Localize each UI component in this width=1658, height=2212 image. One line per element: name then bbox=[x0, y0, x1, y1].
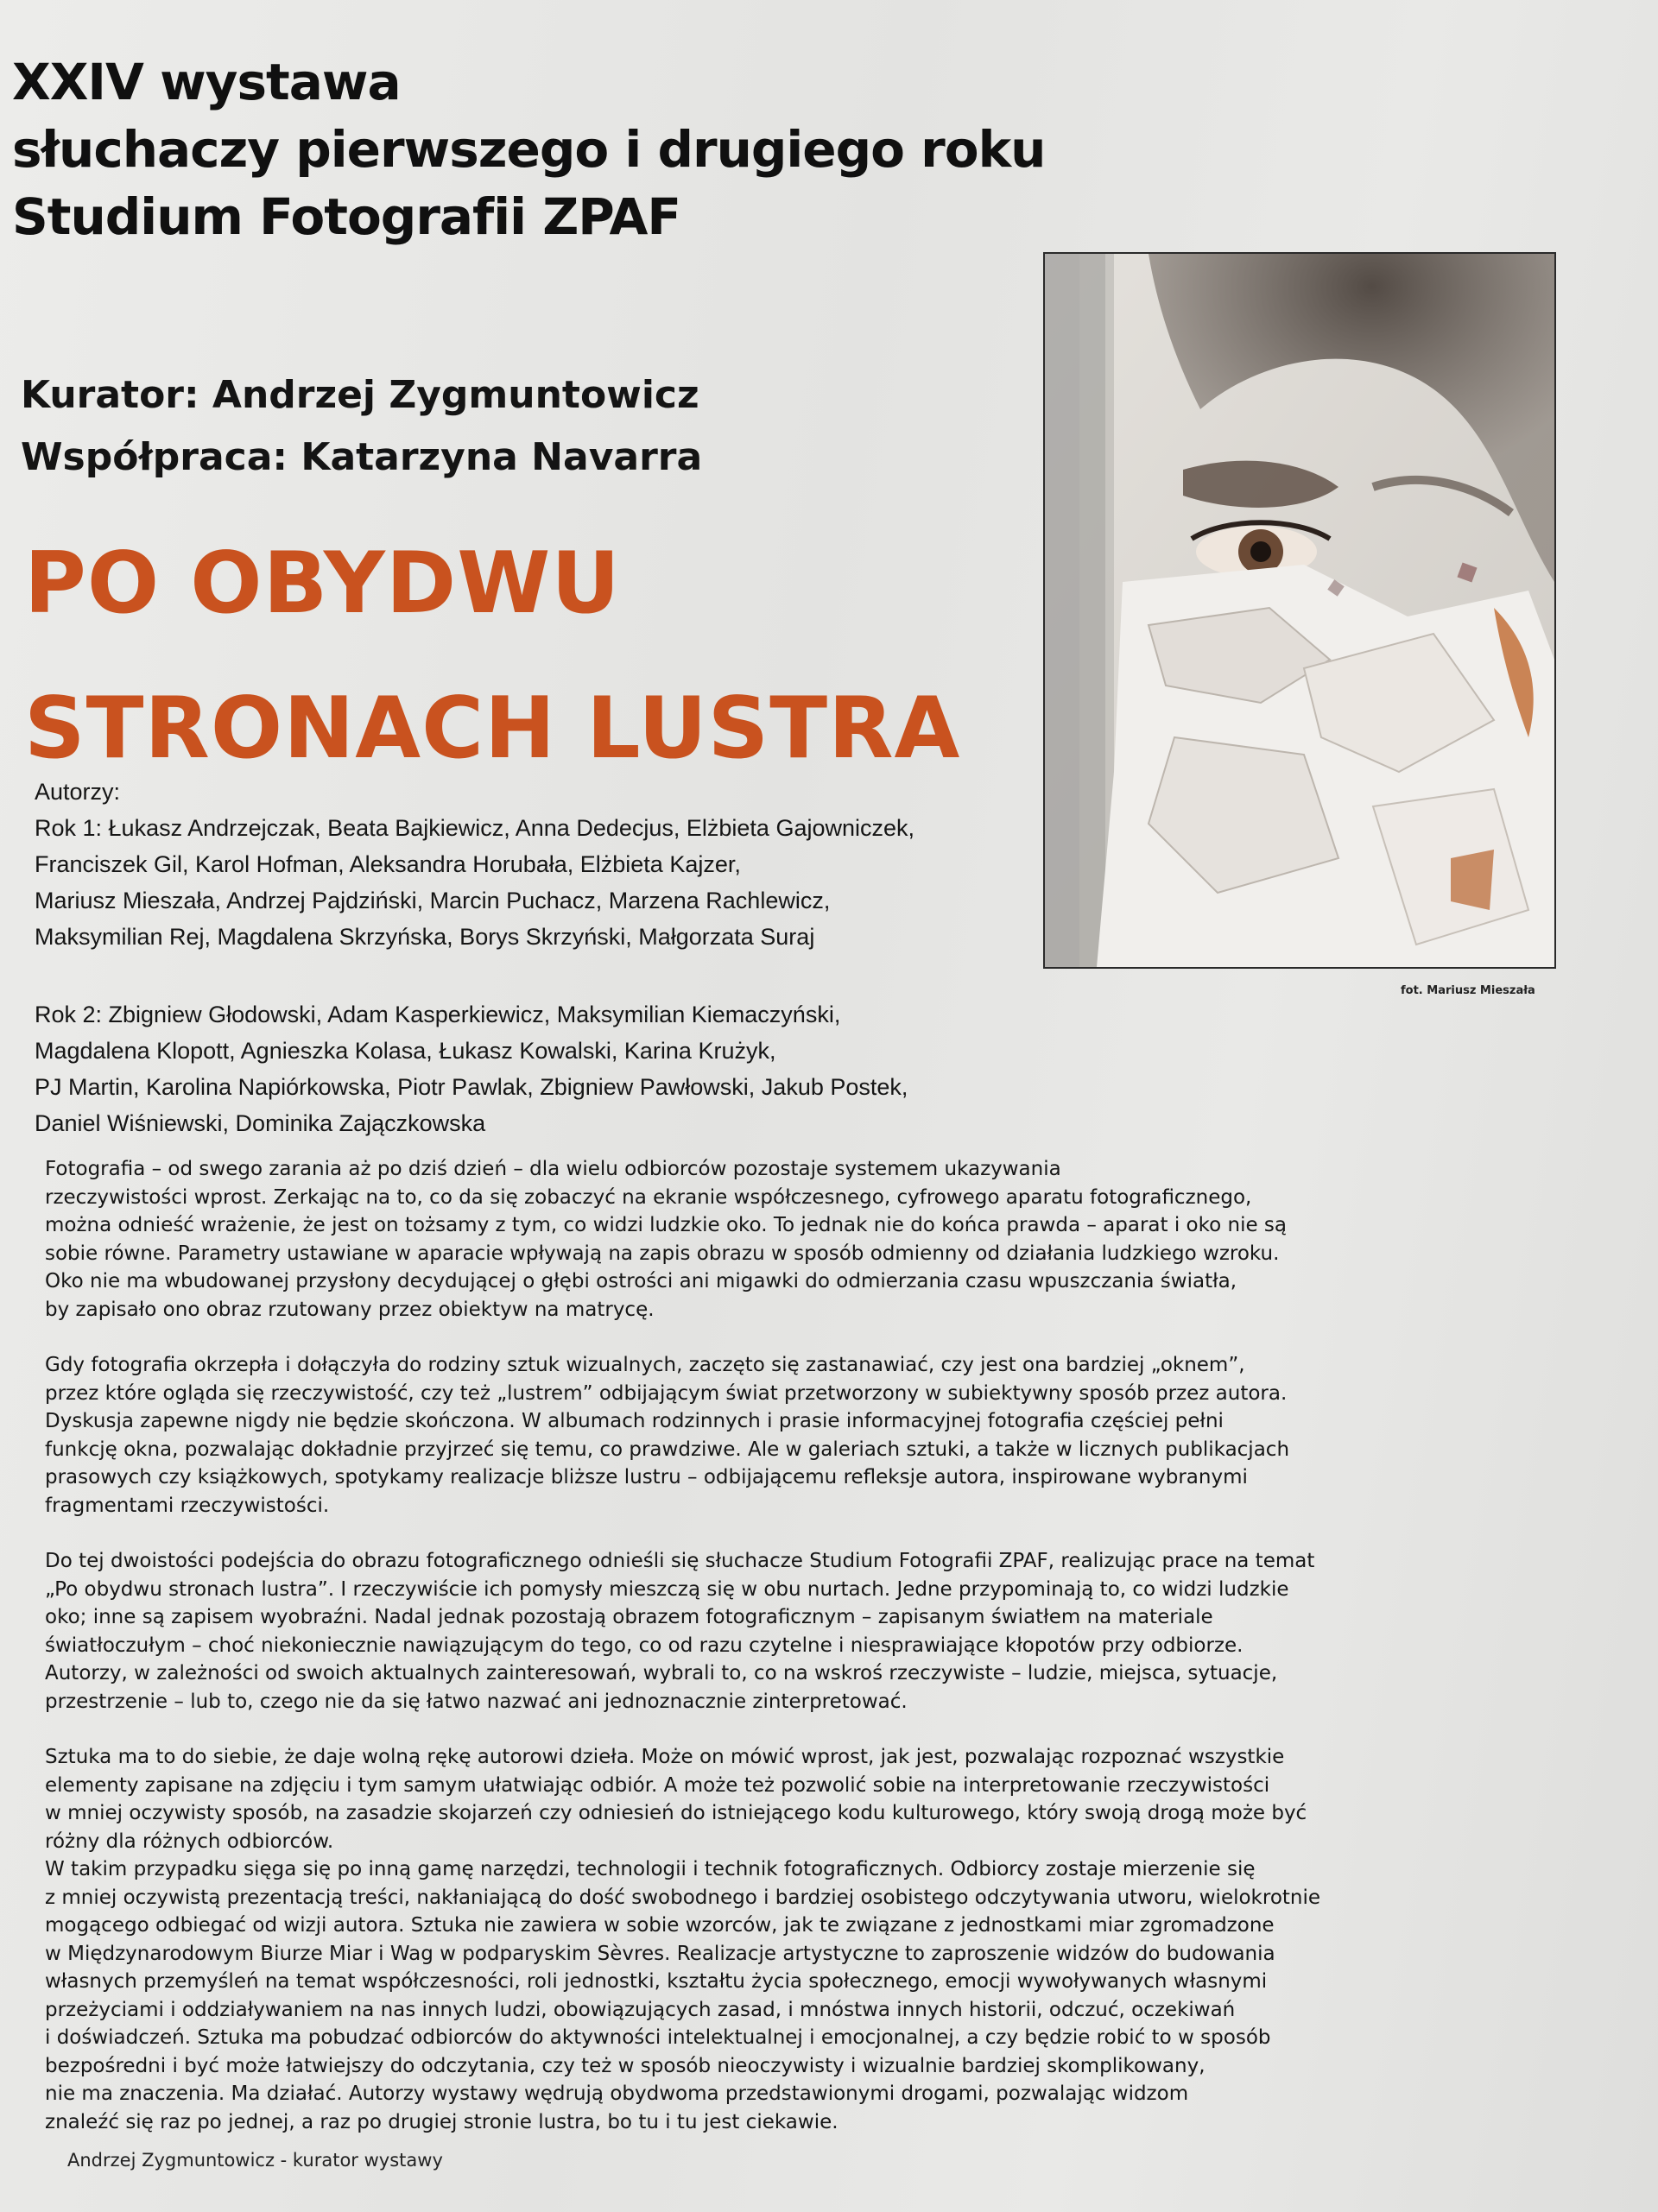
text-line: bezpośredni i być może łatwiejszy do odczytania, czy też w sposób nieoczywisty i wizualnie bardziej skomplikowany, bbox=[45, 2054, 1206, 2077]
year1-line: Mariusz Mieszała, Andrzej Pajdziński, Marcin Puchacz, Marzena Rachlewicz, bbox=[35, 888, 831, 913]
text-line: i doświadczeń. Sztuka ma pobudzać odbiorców do aktywności intelektualnej i emocjonalnej, a czy będzie robić to w sposób bbox=[45, 2026, 1271, 2049]
text-line: by zapisało ono obraz rzutowany przez obiektyw na matrycę. bbox=[45, 1298, 655, 1321]
exhibition-heading bbox=[12, 48, 1045, 250]
credits bbox=[21, 364, 702, 489]
cooperation-line: Współpraca: Katarzyna Navarra bbox=[21, 435, 703, 479]
year2-block bbox=[35, 996, 914, 1141]
text-line: „Po obydwu stronach lustra”. I rzeczywiście ich pomysły mieszczą się w obu nurtach. Jedne przypominają to, co widzi ludzkie bbox=[45, 1577, 1289, 1601]
authors-label: Autorzy: bbox=[35, 779, 121, 805]
heading-line: słuchaczy pierwszego i drugiego roku bbox=[12, 120, 1046, 179]
authors-list bbox=[35, 774, 914, 1141]
text-line: Sztuka ma to do siebie, że daje wolną rękę autorowi dzieła. Może on mówić wprost, jak jest, pozwalając rozpoznać wszystkie bbox=[45, 1746, 1285, 1768]
year1-line: Rok 1: Łukasz Andrzejczak, Beata Bajkiewicz, Anna Dedecjus, Elżbieta Gajowniczek, bbox=[35, 815, 915, 841]
torn-poster-face-image bbox=[1045, 254, 1554, 967]
text-line: funkcję okna, pozwalając dokładnie przyjrzeć się temu, co prawdziwe. Ale w galeriach sztuki, a także w licznych publikacjach bbox=[45, 1438, 1290, 1461]
text-line: Autorzy, w zależności od swoich aktualnych zainteresowań, wybrali to, co na wskroś rzeczywiste – ludzie, miejsca, sytuacje, bbox=[45, 1662, 1278, 1684]
text-line: Do tej dwoistości podejścia do obrazu fotograficznego odnieśli się słuchacze Studium Fotografii ZPAF, realizując prace na temat bbox=[45, 1550, 1315, 1572]
text-line: Dyskusja zapewne nigdy nie będzie skończona. W albumach rodzinnych i prasie informacyjnej fotografia częściej pełni bbox=[45, 1410, 1224, 1432]
text-line: przeżyciami i oddziaływaniem na nas innych ludzi, obowiązujących zasad, i mnóstwa innych historii, odczuć, oczekiwań bbox=[45, 1998, 1236, 2021]
curator-line: Kurator: Andrzej Zygmuntowicz bbox=[21, 373, 699, 417]
text-line: przestrzenie – lub to, czego nie da się łatwo nazwać ani jednoznacznie zinterpretować. bbox=[45, 1690, 908, 1713]
text-line: Fotografia – od swego zarania aż po dziś dzień – dla wielu odbiorców pozostaje systemem ukazywania bbox=[45, 1158, 1061, 1180]
text-line: Gdy fotografia okrzepła i dołączyła do rodziny sztuk wizualnych, zaczęto się zastanawiać, czy jest ona bardziej „oknem”, bbox=[45, 1354, 1245, 1376]
heading-line: XXIV wystawa bbox=[12, 53, 401, 111]
text-line: w mniej oczywisty sposób, na zasadzie skojarzeń czy odniesień do istniejącego kodu kulturowego, który swoją drogą może być bbox=[45, 1802, 1307, 1824]
text-line: sobie równe. Parametry ustawiane w aparacie wpływają na zapis obrazu w sposób odmienny od działania ludzkiego wzroku. bbox=[45, 1242, 1280, 1265]
title-line-2: STRONACH LUSTRA bbox=[24, 679, 961, 778]
text-line: znaleźć się raz po jednej, a raz po drugiej stronie lustra, bo tu i tu jest ciekawie. bbox=[45, 2110, 838, 2133]
text-line: własnych przemyśleń na temat współczesności, roli jednostki, kształtu życia społecznego, emocji wywoływanych własnymi bbox=[45, 1970, 1268, 1993]
text-line: fragmentami rzeczywistości. bbox=[45, 1494, 330, 1517]
year2-line: PJ Martin, Karolina Napiórkowska, Piotr Pawlak, Zbigniew Pawłowski, Jakub Postek, bbox=[35, 1074, 908, 1100]
paragraph-4 bbox=[45, 1743, 1582, 2136]
text-line: z mniej oczywistą prezentacją treści, nakłaniającą do dość swobodnego i bardziej osobistego odczytywania utworu, wielokrotnie bbox=[45, 1886, 1321, 1909]
year1-line: Maksymilian Rej, Magdalena Skrzyńska, Borys Skrzyński, Małgorzata Suraj bbox=[35, 924, 815, 950]
paragraph-1 bbox=[45, 1155, 1582, 1324]
year2-line: Daniel Wiśniewski, Dominika Zajączkowska bbox=[35, 1110, 486, 1136]
curator-signature: Andrzej Zygmuntowicz - kurator wystawy bbox=[67, 2150, 443, 2171]
paragraph-3 bbox=[45, 1547, 1582, 1716]
text-line: elementy zapisane na zdjęciu i tym samym ułatwiając odbiór. A może też pozwolić sobie na interpretowanie rzeczywistości bbox=[45, 1773, 1270, 1797]
year1-line: Franciszek Gil, Karol Hofman, Aleksandra Horubała, Elżbieta Kajzer, bbox=[35, 851, 741, 877]
text-line: prasowych czy książkowych, spotykamy realizacje bliższe lustru – odbijającemu refleksje autora, inspirowane wybranymi bbox=[45, 1466, 1248, 1488]
text-line: mogącego odbiegać od wizji autora. Sztuka nie zawiera w sobie wzorców, jak te związane z jednostkami miar zgromadzone bbox=[45, 1914, 1275, 1937]
year2-line: Magdalena Klopott, Agnieszka Kolasa, Łukasz Kowalski, Karina Krużyk, bbox=[35, 1038, 776, 1064]
text-line: oko; inne są zapisem wyobraźni. Nadal jednak pozostają obrazem fotograficznym – zapisanym światłem na materiale bbox=[45, 1606, 1213, 1628]
text-line: nie ma znaczenia. Ma działać. Autorzy wystawy wędrują obydwoma przedstawionymi drogami, pozwalając widzom bbox=[45, 2082, 1189, 2105]
paragraph-2 bbox=[45, 1351, 1582, 1520]
text-line: w Międzynarodowym Biurze Miar i Wag w podparyskim Sèvres. Realizacje artystyczne to zaproszenie widzów do budowania bbox=[45, 1942, 1275, 1965]
text-line: przez które ogląda się rzeczywistość, czy też „lustrem” odbijającym świat przetworzony w subiektywny sposób przez autora. bbox=[45, 1381, 1288, 1405]
title-line-1: PO OBYDWU bbox=[24, 534, 621, 633]
text-line: można odnieść wrażenie, że jest on tożsamy z tym, co widzi ludzkie oko. To jednak nie do końca prawda – aparat i oko nie są bbox=[45, 1214, 1287, 1236]
heading-line: Studium Fotografii ZPAF bbox=[12, 187, 680, 246]
text-line: rzeczywistości wprost. Zerkając na to, co da się zobaczyć na ekranie współczesnego, cyfrowego aparatu fotograficznego, bbox=[45, 1185, 1252, 1209]
text-line: W takim przypadku sięga się po inną gamę narzędzi, technologii i technik fotograficznych. Odbiorcy zostaje mierzenie się bbox=[45, 1858, 1256, 1880]
text-line: różny dla różnych odbiorców. bbox=[45, 1830, 334, 1853]
text-line: światłoczułym – choć niekoniecznie nawiązującym do tego, co od razu czytelne i niesprawiające kłopotów przy odbiorze. bbox=[45, 1634, 1244, 1657]
exhibition-description bbox=[45, 1155, 1582, 2164]
photo-credit: fot. Mariusz Mieszała bbox=[1401, 984, 1535, 997]
text-line: Oko nie ma wbudowanej przysłony decydującej o głębi ostrości ani migawki do odmierzania czasu wpuszczania światła, bbox=[45, 1270, 1237, 1292]
exhibition-title bbox=[24, 511, 960, 801]
exhibition-photo bbox=[1043, 252, 1556, 969]
year2-line: Rok 2: Zbigniew Głodowski, Adam Kasperkiewicz, Maksymilian Kiemaczyński, bbox=[35, 1002, 841, 1027]
